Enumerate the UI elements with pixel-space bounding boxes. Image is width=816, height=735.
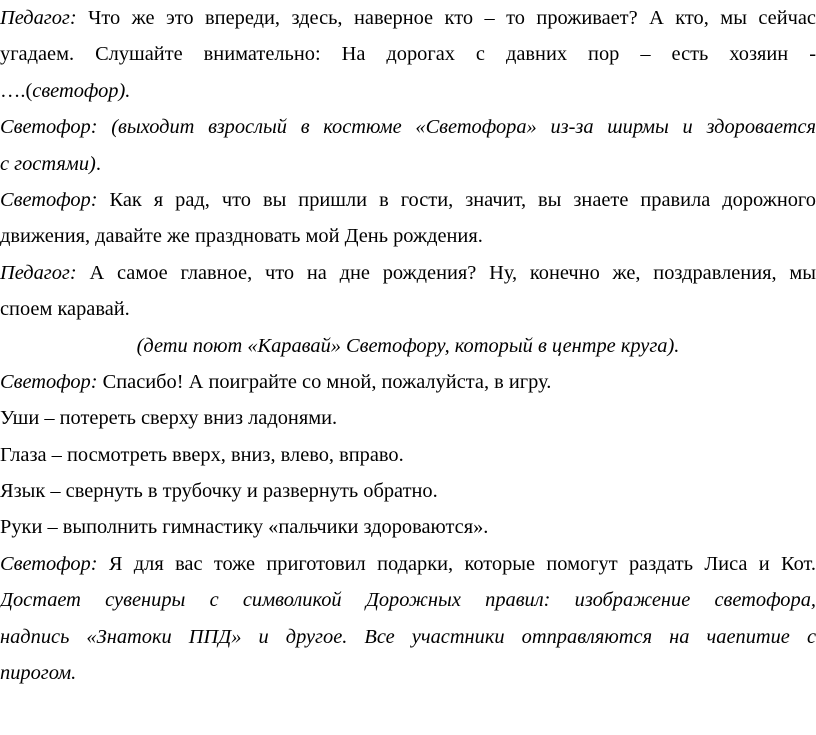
text-line <box>0 146 816 182</box>
text-segment: движения, давайте же праздновать мой День рождения. <box>0 225 483 248</box>
italic-text-segment: Педагог: <box>0 7 77 29</box>
italic-text-segment: Светофор: <box>0 370 98 393</box>
text-segment: А самое главное, что на дне рождения? Ну, конечно же, поздравления, мы <box>76 261 816 284</box>
text-line <box>0 509 816 545</box>
text-line <box>0 255 816 291</box>
text-segment: Руки – выполнить гимнастику «пальчики здороваются». <box>0 516 489 539</box>
text-line <box>0 655 816 691</box>
italic-text-segment: Светофор: (выходит взрослый в костюме «Светофора» из-за ширмы и здоровается <box>0 116 816 139</box>
italic-text-segment: Достает сувениры с символикой Дорожных правил: изображение светофора, <box>0 589 816 612</box>
italic-text-segment: пирогом. <box>0 662 77 685</box>
text-segment: Уши – потереть сверху вниз ладонями. <box>0 407 338 430</box>
text-segment: Я для вас тоже приготовил подарки, которые помогут раздать Лиса и Кот. <box>97 552 816 575</box>
text-line <box>0 36 816 72</box>
text-line <box>0 0 816 36</box>
italic-text-segment: (дети поют «Каравай» Светофору, который в центре круга). <box>136 334 680 357</box>
text-line <box>0 328 816 364</box>
text-line <box>0 400 816 436</box>
text-line <box>0 473 816 509</box>
text-segment: угадаем. Слушайте внимательно: На дорогах с давних пор – есть хозяин - <box>0 43 816 66</box>
text-line <box>0 73 816 109</box>
text-line <box>0 546 816 582</box>
text-line <box>0 291 816 327</box>
text-line <box>0 218 816 254</box>
text-segment: Что же это впереди, здесь, наверное кто – то проживает? А кто, мы сейчас <box>76 7 816 29</box>
italic-text-segment: Светофор: <box>0 188 98 211</box>
italic-text-segment: Педагог: <box>0 261 77 284</box>
text-line <box>0 182 816 218</box>
text-segment: Глаза – посмотреть вверх, вниз, влево, вправо. <box>0 443 404 466</box>
text-segment: . <box>95 152 101 175</box>
text-segment: Спасибо! А поиграйте со мной, пожалуйста, в игру. <box>97 370 552 393</box>
italic-text-segment: надпись «Знатоки ППД» и другое. Все участники отправляются на чаепитие с <box>0 625 816 648</box>
italic-text-segment: Светофор: <box>0 552 98 575</box>
text-segment: Язык – свернуть в трубочку и развернуть обратно. <box>0 480 438 503</box>
text-line <box>0 582 816 618</box>
italic-text-segment: светофор). <box>32 79 131 102</box>
text-line <box>0 109 816 145</box>
text-line <box>0 619 816 655</box>
text-segment: ….( <box>0 79 33 102</box>
text-segment: Как я рад, что вы пришли в гости, значит, вы знаете правила дорожного <box>97 188 816 211</box>
text-line <box>0 437 816 473</box>
text-segment: споем каравай. <box>0 298 130 321</box>
italic-text-segment: с гостями) <box>0 152 96 175</box>
text-line <box>0 364 816 400</box>
